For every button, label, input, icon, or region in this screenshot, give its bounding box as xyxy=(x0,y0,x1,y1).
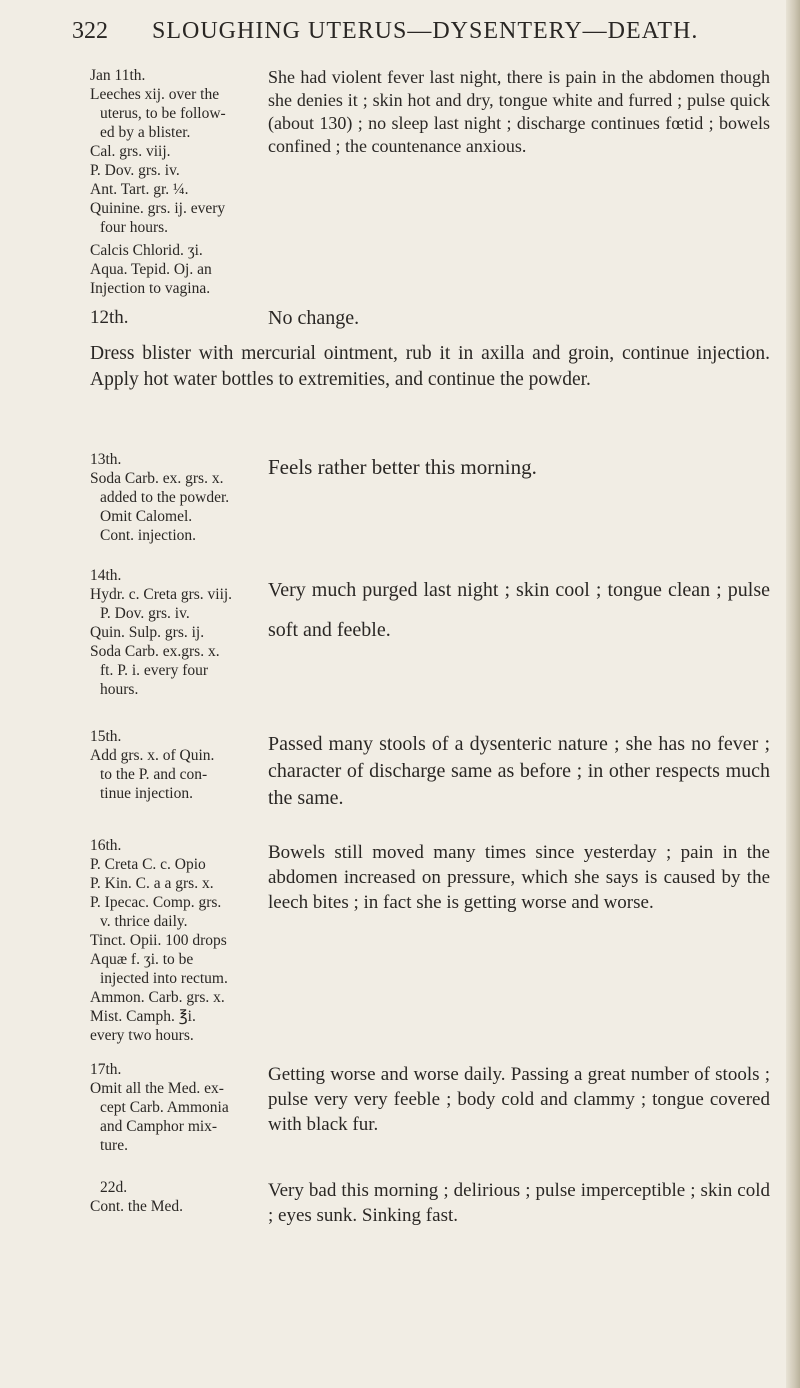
note-line: Omit all the Med. ex- xyxy=(90,1080,224,1097)
note-line: P. Ipecac. Comp. grs. xyxy=(90,894,222,911)
note-line: tinue injection. xyxy=(100,785,193,802)
clinical-observation: No change. xyxy=(268,307,360,329)
page-number: 322 xyxy=(72,18,108,44)
note-line: Quinine. grs. ij. every xyxy=(90,200,226,217)
note-line: Aqua. Tepid. Oj. an xyxy=(90,261,212,278)
note-line: to the P. and con- xyxy=(100,766,208,783)
clinical-observation: Bowels still moved many times since yesterday ; pain in the abdomen increased on pressure, which she says is caused by the leech bites ; in fact she is getting worse and worse. xyxy=(268,842,770,913)
prescription-note xyxy=(90,66,260,298)
note-line: uterus, to be follow- xyxy=(100,105,226,122)
note-line: and Camphor mix- xyxy=(100,1118,218,1135)
entry-date: 22d. xyxy=(100,1179,128,1196)
note-line: ed by a blister. xyxy=(100,124,191,141)
clinical-observation: Very bad this morning ; delirious ; pulse imperceptible ; skin cold ; eyes sunk. Sinking fast. xyxy=(268,1180,770,1226)
note-line: Injection to vagina. xyxy=(90,280,211,297)
clinical-observation: Very much purged last night ; skin cool ; tongue clean ; pulse soft and feeble. xyxy=(268,579,770,641)
running-title: SLOUGHING UTERUS—DYSENTERY—DEATH. xyxy=(152,18,699,44)
note-line: Soda Carb. ex.grs. x. xyxy=(90,643,220,660)
note-line: Soda Carb. ex. grs. x. xyxy=(90,470,224,487)
clinical-observation: She had violent fever last night, there is pain in the abdomen though she denies it ; skin hot and dry, tongue white and furred ; pulse quick (about 130) ; no sleep last night ; discharge continues fœtid ; bowels confined ; the countenance anxious. xyxy=(268,67,770,156)
treatment-paragraph: Dress blister with mercurial ointment, rub it in axilla and groin, continue injection. Apply hot water bottles to extremities, and continue the powder. xyxy=(90,343,770,390)
note-line: Ammon. Carb. grs. x. xyxy=(90,989,225,1006)
clinical-observation: Getting worse and worse daily. Passing a great number of stools ; pulse very very feeble ; body cold and clammy ; tongue covered with black fur. xyxy=(268,1064,770,1135)
entry-date: 14th. xyxy=(90,567,122,584)
note-line: Cont. injection. xyxy=(100,527,197,544)
note-line: Calcis Chlorid. ʒi. xyxy=(90,242,203,259)
note-line: hours. xyxy=(100,681,139,698)
entry-12th xyxy=(90,307,770,390)
note-line: added to the powder. xyxy=(100,489,230,506)
page-header xyxy=(72,18,772,45)
note-line: injected into rectum. xyxy=(100,970,228,987)
prescription-note xyxy=(90,566,260,699)
entry-date: 13th. xyxy=(90,451,122,468)
note-line: Mist. Camph. ℥i. xyxy=(90,1008,196,1025)
entry-date: Jan 11th. xyxy=(90,67,146,84)
note-line: P. Kin. C. a a grs. x. xyxy=(90,875,214,892)
prescription-note xyxy=(90,450,260,545)
note-line: Cont. the Med. xyxy=(90,1198,183,1215)
note-line: Tinct. Opii. 100 drops xyxy=(90,932,227,949)
note-line: Quin. Sulp. grs. ij. xyxy=(90,624,205,641)
note-line: P. Creta C. c. Opio xyxy=(90,856,206,873)
note-line: ture. xyxy=(100,1137,128,1154)
note-line: Add grs. x. of Quin. xyxy=(90,747,215,764)
prescription-note xyxy=(90,1178,260,1216)
note-line: Cal. grs. viij. xyxy=(90,143,171,160)
clinical-observation: Passed many stools of a dysenteric nature ; she has no fever ; character of discharge same as before ; in other respects much the same. xyxy=(268,733,770,809)
clinical-observation: Feels rather better this morning. xyxy=(268,455,537,479)
note-line: four hours. xyxy=(100,219,169,236)
entry-date: 16th. xyxy=(90,837,122,854)
note-line: Hydr. c. Creta grs. viij. xyxy=(90,586,233,603)
entry-date: 17th. xyxy=(90,1061,122,1078)
page-edge-shadow xyxy=(786,0,800,1388)
note-line: every two hours. xyxy=(90,1027,194,1044)
note-line: P. Dov. grs. iv. xyxy=(100,605,190,622)
note-line: Leeches xij. over the xyxy=(90,86,220,103)
prescription-note xyxy=(90,1060,260,1155)
note-line: P. Dov. grs. iv. xyxy=(90,162,180,179)
entry-date: 15th. xyxy=(90,728,122,745)
note-line: Ant. Tart. gr. ¼. xyxy=(90,181,189,198)
note-line: ft. P. i. every four xyxy=(100,662,209,679)
prescription-note xyxy=(90,836,260,1045)
entry-date: 12th. xyxy=(90,307,129,328)
note-line: cept Carb. Ammonia xyxy=(100,1099,229,1116)
note-line: Aquæ f. ʒi. to be xyxy=(90,951,194,968)
note-line: v. thrice daily. xyxy=(100,913,188,930)
prescription-note xyxy=(90,727,260,803)
note-line: Omit Calomel. xyxy=(100,508,193,525)
